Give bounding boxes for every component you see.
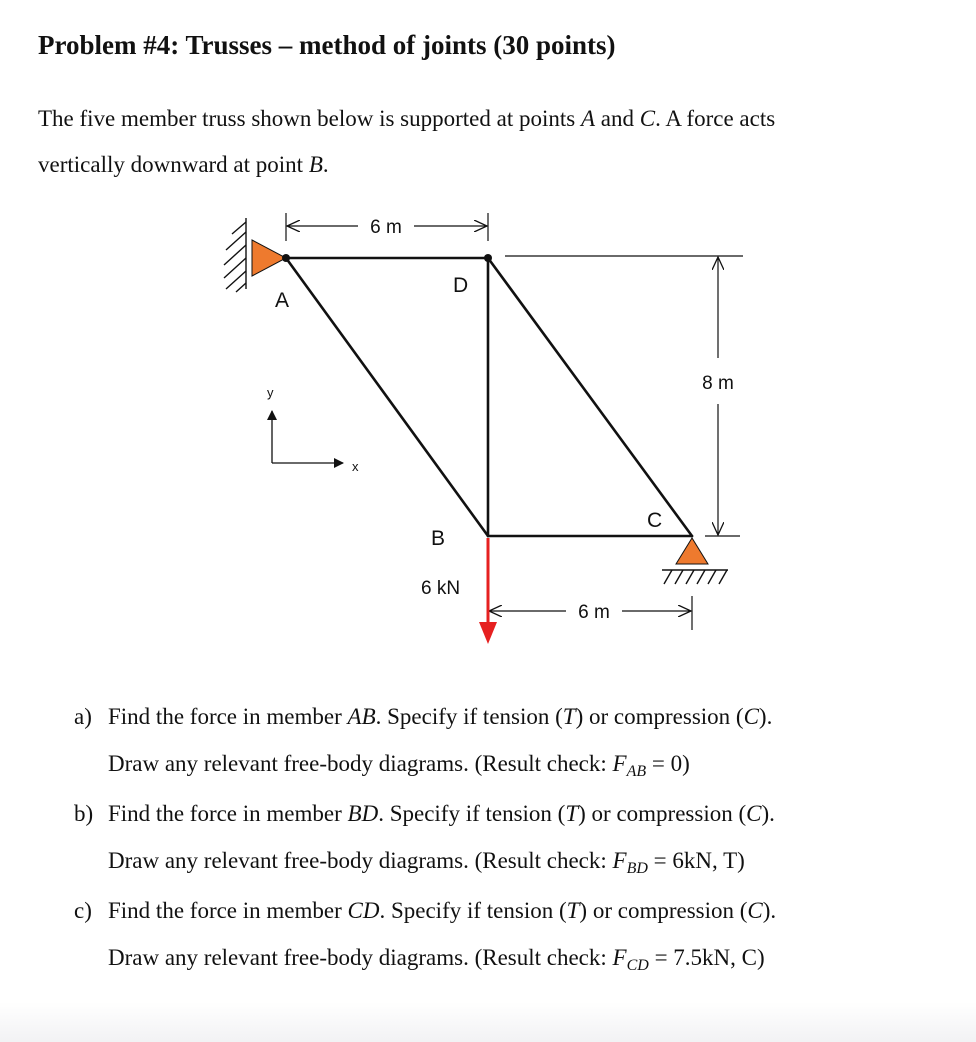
question-letter: c) <box>74 898 92 923</box>
load-label: 6 kN <box>421 578 461 599</box>
ground-hatch-icon <box>662 570 728 584</box>
node-label-b: B <box>431 527 446 550</box>
question-list <box>74 693 954 984</box>
dimension-height-label: 8 m <box>702 373 734 394</box>
wall-hatch-icon <box>224 218 246 292</box>
member-dc <box>488 258 692 536</box>
node-label-a: A <box>275 289 290 312</box>
question-item: b) Find the force in member BD. Specify if tension (T) or compression (C). Draw any relevant free-body diagrams. (Result check: $F_{BD} = 6kN$, T) <box>74 790 954 887</box>
problem-statement: The five member truss shown below is supported at points A and C. A force acts vertically downward at point B. <box>38 106 776 177</box>
question-item: a) Find the force in member AB. Specify if tension (T) or compression (C). Draw any relevant free-body diagrams. (Result check: $F_{AB} = 0$) <box>74 693 954 790</box>
axis-x-label: x <box>352 459 359 474</box>
member-ab <box>286 258 488 536</box>
problem-title: Problem #4: Trusses – method of joints (30 points) <box>38 30 616 60</box>
joint-a <box>282 254 290 262</box>
node-label-d: D <box>453 274 469 297</box>
dimension-height <box>705 257 740 536</box>
axis-y-label: y <box>267 385 274 400</box>
node-label-c: C <box>647 509 663 532</box>
load-arrow-icon <box>479 622 497 644</box>
page-bottom-edge <box>0 1002 976 1042</box>
support-c-icon <box>676 538 708 564</box>
question-item: c) Find the force in member CD. Specify if tension (T) or compression (C). Draw any relevant free-body diagrams. (Result check: $F_{CD} = 7.5kN$, C) <box>74 887 954 984</box>
dimension-top-label: 6 m <box>370 217 402 238</box>
joint-d <box>484 254 492 262</box>
axes-icon <box>272 411 343 463</box>
dimension-bottom-label: 6 m <box>578 602 610 623</box>
question-letter: b) <box>74 801 94 826</box>
question-letter: a) <box>74 704 92 729</box>
truss-members <box>286 258 692 536</box>
pin-support-a-icon <box>252 240 286 276</box>
